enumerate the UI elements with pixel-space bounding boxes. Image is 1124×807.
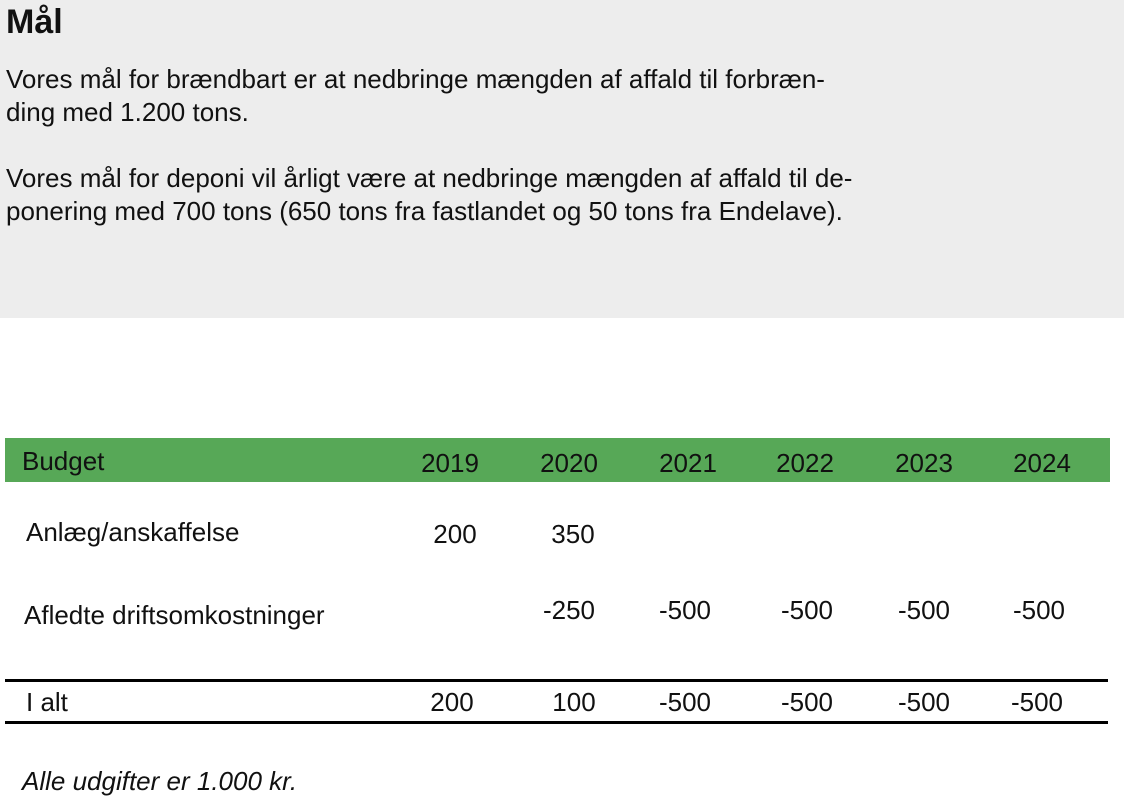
total-value: 100	[552, 687, 596, 717]
value-cell: -500	[897, 595, 951, 625]
total-value: -500	[897, 687, 951, 717]
year-2019: 2019	[421, 448, 479, 478]
value-cell: -500	[658, 595, 712, 625]
year-2023: 2023	[895, 448, 953, 478]
goal-paragraph-combustible	[6, 63, 1066, 129]
total-bottom-rule	[5, 721, 1108, 724]
value-cell: -250	[542, 595, 596, 625]
value-cell: -500	[780, 595, 834, 625]
goal-paragraph-1-line-1: Vores mål for brændbart er at nedbringe mængden af affald til forbræn-	[6, 64, 825, 94]
total-value: -500	[780, 687, 834, 717]
total-value: -500	[1010, 687, 1064, 717]
row-label-construction: Anlæg/anskaffelse	[26, 517, 240, 547]
value-cell: -500	[1012, 595, 1066, 625]
year-2022: 2022	[776, 448, 834, 478]
goal-paragraph-landfill	[6, 162, 1066, 228]
goal-paragraph-2-line-2: ponering med 700 tons (650 tons fra fastlandet og 50 tons fra Endelave).	[6, 196, 843, 226]
year-2021: 2021	[659, 448, 717, 478]
total-value: 200	[430, 687, 474, 717]
goal-title: Mål	[6, 3, 63, 41]
total-label: I alt	[26, 687, 68, 717]
footnote: Alle udgifter er 1.000 kr.	[22, 766, 298, 796]
goal-section	[0, 0, 1124, 318]
year-2020: 2020	[540, 448, 598, 478]
goal-paragraph-1-line-2: ding med 1.200 tons.	[6, 97, 249, 127]
budget-header-label: Budget	[22, 446, 105, 476]
year-2024: 2024	[1013, 448, 1071, 478]
value-cell: 200	[433, 519, 477, 549]
goal-paragraph-2-line-1: Vores mål for deponi vil årligt være at nedbringe mængden af affald til de-	[6, 163, 853, 193]
value-cell: 350	[551, 519, 595, 549]
total-value: -500	[658, 687, 712, 717]
row-label-operating-costs: Afledte driftsomkostninger	[24, 600, 325, 630]
total-top-rule	[5, 679, 1108, 682]
